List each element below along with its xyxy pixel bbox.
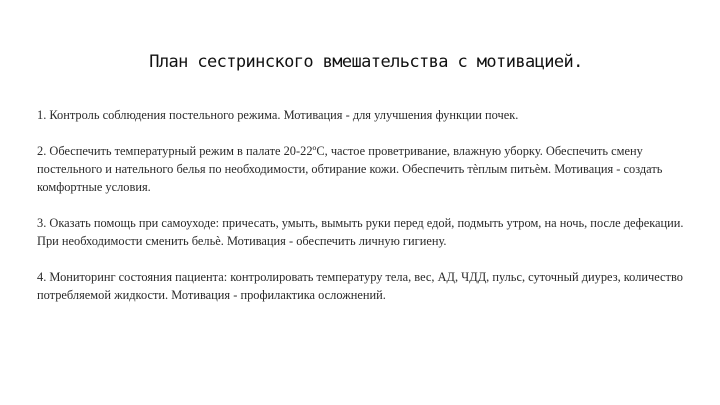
care-plan-item-control-bed-rest: 1. Контроль соблюдения постельного режима. Мотивация - для улучшения функции почек. <box>37 108 519 122</box>
care-plan-item-temperature-regime: 2. Обеспечить температурный режим в палате 20-22ºС, частое проветривание, влажную уборку. Обеспечить смену постельного и нательного белья по необходимости, обтирание кожи. Обеспечить тѐплым питьѐм. Мотивация - создать комфортные условия. <box>37 144 663 194</box>
care-plan-item-monitoring: 4. Мониторинг состояния пациента: контролировать температуру тела, вес, АД, ЧДД, пульс, суточный диурез, количество потребляемой жидкости. Мотивация - профилактика осложнений. <box>37 270 683 302</box>
slide-title: План сестринского вмешательства с мотивацией. <box>149 52 583 72</box>
care-plan-item-self-care-help: 3. Оказать помощь при самоуходе: причесать, умыть, вымыть руки перед едой, подмыть утром, на ночь, после дефекации. При необходимости сменить бельѐ. Мотивация - обеспечить личную гигиену. <box>37 216 684 248</box>
care-plan-list <box>37 106 697 304</box>
